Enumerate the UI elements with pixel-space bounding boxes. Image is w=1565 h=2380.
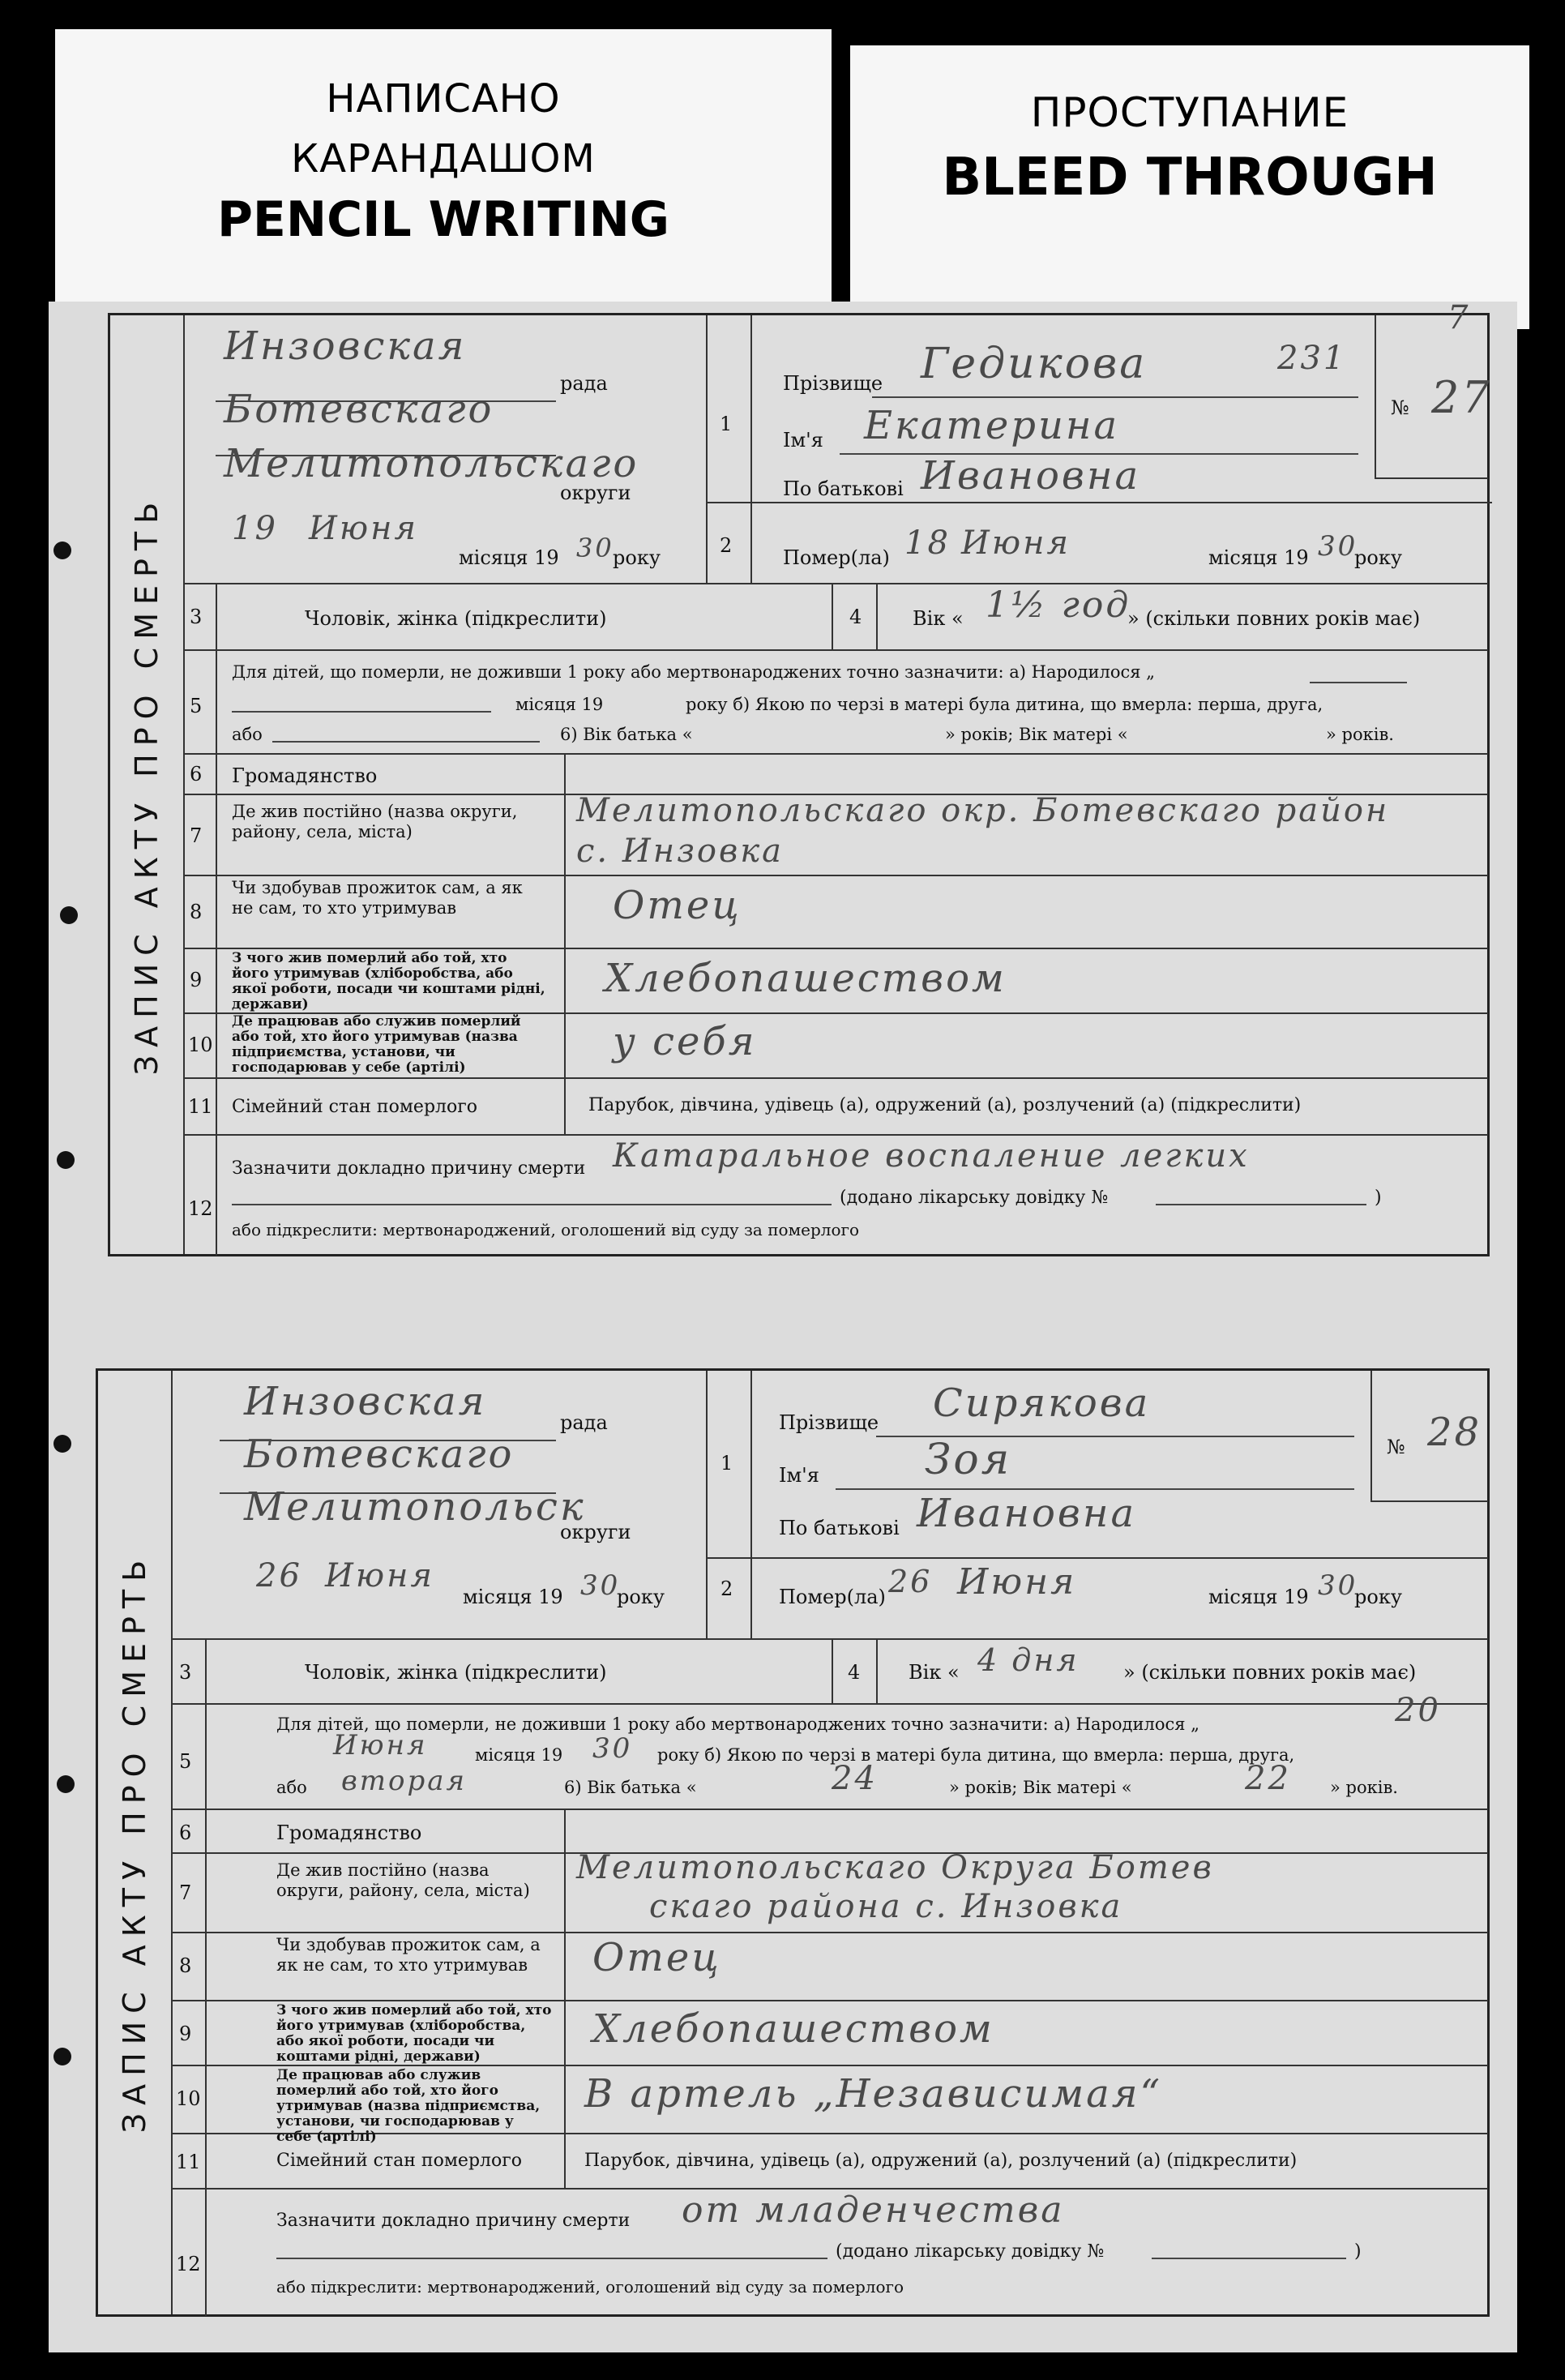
residence-line1: Мелитопольскаго Округа Ботев <box>576 1849 1214 1886</box>
row5-line3b: 6) Вік батька « <box>560 725 693 744</box>
reg-month-label: місяця 19 <box>463 1586 563 1608</box>
cause-value: от младенчества <box>682 2190 1065 2231</box>
pencil-mark: 231 <box>1277 340 1347 377</box>
death-year-value: 30 <box>1318 1569 1358 1602</box>
record-number-label: № <box>1387 1436 1405 1458</box>
row-number: 1 <box>720 413 733 435</box>
death-day-value: 18 <box>904 524 951 562</box>
reg-month-value: Июня <box>325 1557 434 1595</box>
reg-month-value: Июня <box>309 510 418 547</box>
age-label: Вік « <box>913 607 964 630</box>
name-label: Ім'я <box>779 1464 819 1487</box>
birth-year-value: 30 <box>592 1732 633 1765</box>
row5-line2b: року б) Якою по черзі в матері була дитина, що вмерла: перша, друга, <box>657 1745 1295 1765</box>
row-number: 12 <box>188 1197 213 1220</box>
corner-mark: 7 <box>1447 299 1471 336</box>
workplace-label: Де працював або служив померлий або той, хто його утримував (назва підприємства, установи, чи господарював у себе (артілі) <box>232 1013 521 1076</box>
supporter-value: Отец <box>613 883 742 928</box>
row-number: 2 <box>720 534 733 557</box>
row-number: 8 <box>179 1954 192 1977</box>
surname-value: Сирякова <box>933 1380 1151 1426</box>
residence-label: Де жив постійно (назва округи, району, села, міста) <box>276 1860 530 1900</box>
row-number: 4 <box>849 606 862 628</box>
row5-line1: Для дітей, що померли, не доживши 1 року або мертвонароджених точно зазначити: а) Народилося „ <box>232 662 1156 682</box>
punch-hole <box>57 1775 75 1793</box>
row-number: 3 <box>190 606 203 628</box>
row-number: 1 <box>720 1452 733 1475</box>
rada-value: Инзовская <box>244 1379 487 1424</box>
row-number: 6 <box>190 763 203 785</box>
row5-line3a: або <box>276 1778 307 1797</box>
row-number: 5 <box>190 695 203 717</box>
rada-label: рада <box>560 372 608 395</box>
record-number-value: 28 <box>1427 1410 1482 1455</box>
livelihood-label: З чого жив померлий або той, хто його утримував (хліборобства, або якої роботи, посади чи коштами рідні, держави) <box>276 2002 552 2065</box>
punch-hole <box>53 1435 71 1453</box>
punch-hole <box>53 541 71 559</box>
citizenship-label: Громадянство <box>276 1821 422 1844</box>
pencil-writing-card <box>55 29 832 326</box>
death-record-form-2: ЗАПИС АКТУ ПРО СМЕРТЬ Инзовская рада Ботевскаго Мелитопольск округи 26 Июня місяця 19 30 року 1 2 Прізвище Сирякова Ім'я Зоя По батькові Ивановна № 28 Помер(ла) 26 Июня місяця 19 30 року 3 Чоловік, жінка (підкреслити) 4 Вік « 4 дня » (скільки повних років має) 5 Для дітей, що померли, не доживши 1 року або мертвонароджених точно зазначити: а) Народилося „ 20 Июня місяця 19 30 року б) Якою по черзі в матері була дитина, що вмерла: перша, друга, або вторая 6) Вік батька « 24 » років; Вік матері « 22 » років. 6 Громадянство 7 Де жив постійно (назва округи, району, села, міста) Мелитопольскаго Округа Ботев скаго района с. Инзовка 8 Чи здобував прожиток сам, а як не сам, то хто утримував Отец 9 З чого жив померлий або той, хто його утримував (хліборобства, або якої роботи, посади чи коштами рідні, держави) Хлебопашеством 10 Де працював або служив померлий або той, хто його утримував (назва підприємства, установи, чи господарював у себе (артілі) В артель „Независимая“ 11 Сімейний стан померлого Парубок, дівчина, удівець (а), одружений (а), розлучений (а) (підкреслити) 12 Зазначити докладно причину смерти от младенчества (додано лікарську довідку № ) або підкреслити: мертвонароджений, оголошений від суду за померлого <box>96 1368 1490 2317</box>
reg-year-value: 30 <box>580 1569 621 1602</box>
surname-label: Прізвище <box>779 1411 879 1434</box>
row5-line3d: » років. <box>1330 1778 1398 1797</box>
supporter-label: Чи здобував прожиток сам, а як не сам, то хто утримував <box>276 1935 541 1975</box>
row5-line3d: » років. <box>1326 725 1394 744</box>
livelihood-value: Хлебопашеством <box>605 956 1007 1001</box>
cause-label: Зазначити докладно причину смерти <box>276 2211 631 2231</box>
row-number: 8 <box>190 901 203 923</box>
row5-line2: місяця 19 <box>515 695 604 714</box>
death-label: Помер(ла) <box>779 1586 886 1608</box>
punch-hole <box>57 1151 75 1169</box>
residence-line2: с. Инзовка <box>576 833 784 870</box>
rada-value: Инзовская <box>224 323 467 369</box>
workplace-value: у себя <box>613 1019 757 1064</box>
card-line: BLEED THROUGH <box>942 148 1438 208</box>
punch-hole <box>53 2048 71 2065</box>
row-number: 6 <box>179 1821 192 1844</box>
card-line: ПРОСТУПАНИЕ <box>1030 89 1349 136</box>
livelihood-label: З чого жив померлий або той, хто його утримував (хліборобства, або якої роботи, посади чи коштами рідні, держави) <box>232 950 545 1012</box>
row-number: 11 <box>188 1095 213 1118</box>
marital-label: Сімейний стан померлого <box>276 2151 523 2171</box>
child-order-value: вторая <box>341 1765 468 1797</box>
surname-label: Прізвище <box>783 372 883 395</box>
card-line: НАПИСАНО <box>326 76 561 122</box>
death-month-label: місяця 19 <box>1208 1586 1309 1608</box>
okruga-value: Мелитопольскаго <box>224 441 639 486</box>
row-number: 7 <box>179 1881 192 1904</box>
citizenship-label: Громадянство <box>232 764 378 787</box>
row5-line3c: » років; Вік матері « <box>945 725 1128 744</box>
row-number: 11 <box>176 2151 201 2173</box>
row-number: 4 <box>848 1661 861 1684</box>
death-year-label: року <box>1354 1586 1402 1608</box>
cause-value: Катаральное воспаление легких <box>613 1137 1250 1175</box>
reg-year-label: року <box>613 546 661 569</box>
row5-line3a: або <box>232 725 263 744</box>
marital-label: Сімейний стан померлого <box>232 1097 478 1117</box>
row-number: 12 <box>176 2253 201 2275</box>
row-number: 10 <box>176 2087 201 2110</box>
sex-label: Чоловік, жінка (підкреслити) <box>305 607 607 630</box>
surname-value: Гедикова <box>921 340 1148 388</box>
row-number: 5 <box>179 1750 192 1773</box>
row-number: 2 <box>720 1577 733 1600</box>
row-number: 9 <box>179 2023 192 2045</box>
name-label: Ім'я <box>783 429 823 452</box>
reg-day-value: 26 <box>256 1557 302 1595</box>
marital-options: Парубок, дівчина, удівець (а), одружений (а), розлучений (а) (підкреслити) <box>584 2151 1298 2171</box>
row-number: 9 <box>190 969 203 991</box>
name-value: Зоя <box>925 1436 1012 1484</box>
marital-options: Парубок, дівчина, удівець (а), одружений (а), розлучений (а) (підкреслити) <box>588 1095 1302 1115</box>
row-number: 10 <box>188 1034 213 1056</box>
patronymic-label: По батькові <box>783 477 904 500</box>
okruga-value: Мелитопольск <box>244 1484 586 1530</box>
age-label: Вік « <box>909 1661 960 1684</box>
patronymic-label: По батькові <box>779 1517 900 1539</box>
reg-month-label: місяця 19 <box>459 546 559 569</box>
certificate-label: (додано лікарську довідку № <box>840 1188 1109 1208</box>
cause-label: Зазначити докладно причину смерти <box>232 1158 586 1179</box>
death-record-form-1: ЗАПИС АКТУ ПРО СМЕРТЬ Инзовская рада Ботевскаго Мелитопольскаго округи 19 Июня місяця 19 30 року 1 2 Прізвище Гедикова 231 Ім'я Екатерина По батькові Ивановна № 27 7 Помер(ла) 18 Июня місяця 19 30 року 3 Чоловік, жінка (підкреслити) 4 Вік « 1½ год » (скільки повних років має) 5 Для дітей, що померли, не доживши 1 року або мертвонароджених точно зазначити: а) Народилося „ місяця 19 року б) Якою по черзі в матері була дитина, що вмерла: перша, друга, або 6) Вік батька « » років; Вік матері « » років. 6 Громадянство 7 Де жив постійно (назва округи, району, села, міста) Мелитопольскаго окр. Ботевскаго район с. Инзовка 8 Чи здобував прожиток сам, а як не сам, то хто утримував Отец 9 З чого жив померлий або той, хто його утримував (хліборобства, або якої роботи, посади чи коштами рідні, держави) Хлебопашеством 10 Де працював або служив померлий або той, хто його утримував (назва підприємства, установи, чи господарював у себе (артілі) у себя 11 Сімейний стан померлого Парубок, дівчина, удівець (а), одружений (а), розлучений (а) (підкреслити) 12 Зазначити докладно причину смерти Катаральное воспаление легких (додано лікарську довідку № ) або підкреслити: мертвонароджений, оголошений від суду за померлого <box>108 313 1490 1256</box>
record-number-label: № <box>1391 396 1409 419</box>
mother-age-value: 22 <box>1245 1760 1291 1797</box>
patronymic-value: Ивановна <box>921 453 1141 499</box>
row-number: 7 <box>190 824 203 847</box>
residence-line1: Мелитопольскаго окр. Ботевскаго район <box>576 792 1390 829</box>
death-year-value: 30 <box>1318 530 1358 563</box>
workplace-value: В артель „Независимая“ <box>584 2071 1163 2117</box>
death-year-label: року <box>1354 546 1402 569</box>
reg-year-value: 30 <box>576 533 614 563</box>
residence-label: Де жив постійно (назва округи, району, села, міста) <box>232 802 518 841</box>
okruga-label: округи <box>560 1521 631 1543</box>
row5-line3b: 6) Вік батька « <box>564 1778 697 1797</box>
card-line: PENCIL WRITING <box>216 191 670 248</box>
sex-label: Чоловік, жінка (підкреслити) <box>305 1661 607 1684</box>
row5-line3c: » років; Вік матері « <box>949 1778 1132 1797</box>
name-value: Екатерина <box>864 403 1120 448</box>
age-suffix-label: » (скільки повних років має) <box>1123 1661 1417 1684</box>
form-side-title: ЗАПИС АКТУ ПРО СМЕРТЬ <box>117 1552 152 2134</box>
row5-line2b: року б) Якою по черзі в матері була дитина, що вмерла: перша, друга, <box>686 695 1323 714</box>
workplace-label: Де працював або служив померлий або той, хто його утримував (назва підприємства, установи, чи господарював у себе (артілі) <box>276 2067 541 2145</box>
row-number: 3 <box>179 1661 192 1684</box>
row5-line1: Для дітей, що померли, не доживши 1 року або мертвонароджених точно зазначити: а) Народилося „ <box>276 1714 1200 1734</box>
death-month-value: Июня <box>957 1561 1077 1603</box>
okruga-label: округи <box>560 482 631 504</box>
age-value: 4 дня <box>977 1642 1080 1678</box>
stillborn-label: або підкреслити: мертвонароджений, оголошений від суду за померлого <box>232 1220 860 1239</box>
supporter-label: Чи здобував прожиток сам, а як не сам, то хто утримував <box>232 878 523 918</box>
punch-hole <box>60 906 78 924</box>
row5-line2: місяця 19 <box>475 1745 563 1765</box>
patronymic-value: Ивановна <box>917 1491 1137 1536</box>
birth-day-value: 20 <box>1395 1692 1441 1729</box>
death-label: Помер(ла) <box>783 546 890 569</box>
rayon-value: Ботевскаго <box>224 387 494 432</box>
form-side-title: ЗАПИС АКТУ ПРО СМЕРТЬ <box>129 494 165 1076</box>
certificate-label: (додано лікарську довідку № <box>836 2241 1105 2262</box>
reg-year-label: року <box>617 1586 665 1608</box>
stillborn-label: або підкреслити: мертвонароджений, оголошений від суду за померлого <box>276 2277 904 2297</box>
rada-label: рада <box>560 1411 608 1434</box>
card-line: КАРАНДАШОМ <box>291 136 596 182</box>
death-day-value: 26 <box>888 1564 933 1599</box>
reg-day-value: 19 <box>232 510 278 547</box>
rayon-value: Ботевскаго <box>244 1432 515 1477</box>
death-month-label: місяця 19 <box>1208 546 1309 569</box>
supporter-value: Отец <box>592 1935 721 1980</box>
bleed-through-card <box>850 45 1529 329</box>
record-number-value: 27 <box>1431 372 1492 423</box>
residence-line2: скаго района с. Инзовка <box>649 1888 1123 1925</box>
age-suffix-label: » (скільки повних років має) <box>1127 607 1421 630</box>
birth-month-value: Июня <box>333 1729 428 1761</box>
livelihood-value: Хлебопашеством <box>592 2006 994 2052</box>
death-month-value: Июня <box>961 524 1071 562</box>
age-value: 1½ год <box>986 584 1131 626</box>
father-age-value: 24 <box>832 1760 878 1797</box>
